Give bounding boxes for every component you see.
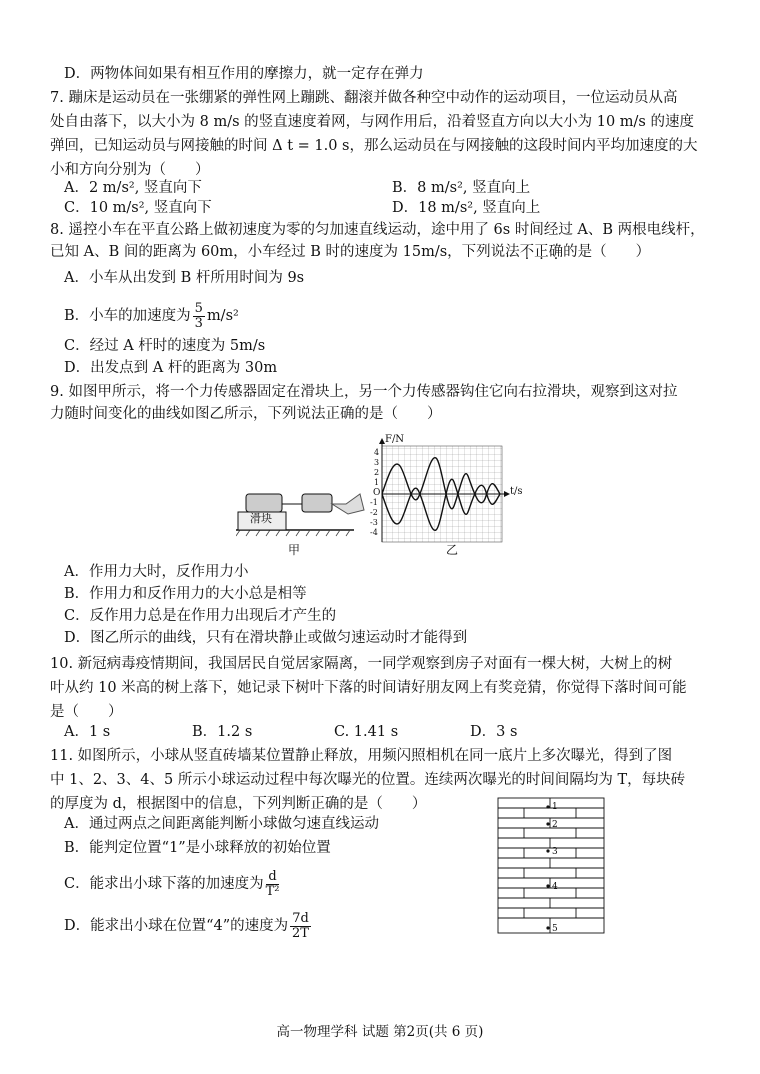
sensor-sled-figure bbox=[236, 480, 366, 540]
q7-option-c: C．10 m/s², 竖直向下 bbox=[64, 200, 212, 216]
y-tick-2: 2 bbox=[374, 468, 380, 477]
q8-frac-num: 5 bbox=[194, 300, 203, 316]
y-tick-1: 1 bbox=[374, 478, 380, 487]
q6-option-d: D．两物体间如果有相互作用的摩擦力，就一定存在弹力 bbox=[64, 66, 424, 82]
q11-option-c-text: C．能求出小球下落的加速度为 bbox=[64, 876, 264, 892]
q7-option-b: B．8 m/s², 竖直向上 bbox=[392, 180, 531, 196]
figure-yi-label: 乙 bbox=[446, 543, 459, 557]
q10-stem-line1: 10. 新冠病毒疫情期间，我国居民自觉居家隔离，一同学观察到房子对面有一棵大树，大树上的树 bbox=[50, 656, 673, 672]
q8-stem-line2 bbox=[50, 242, 650, 262]
q11-stem-line1: 11. 如图所示，小球从竖直砖墙某位置静止释放，用频闪照相机在同一底片上多次曝光，得到了图 bbox=[50, 748, 673, 764]
q11-c-den: T² bbox=[265, 883, 280, 899]
q7-option-d: D．18 m/s², 竖直向上 bbox=[392, 200, 541, 216]
q10-option-c: C. 1.41 s bbox=[334, 724, 399, 740]
q7-stem-line1: 7. 蹦床是运动员在一张绷紧的弹性网上蹦跳、翻滚并做各种空中动作的运动项目，一位运动员从高 bbox=[50, 90, 678, 106]
emphasis-char: 不 bbox=[519, 244, 535, 260]
y-tick-neg3: -3 bbox=[370, 518, 378, 527]
ball-position-5: 5 bbox=[552, 924, 558, 934]
q11-stem-line2: 中 1、2、3、4、5 所示小球运动过程中每次曝光的位置。连续两次曝光的时间间隔均为 T，每块砖 bbox=[50, 772, 686, 788]
q8-option-b-unit: m/s² bbox=[206, 308, 239, 324]
q8-fraction bbox=[193, 302, 205, 331]
q8-frac-den: 3 bbox=[194, 315, 203, 331]
emphasis-char: 确 bbox=[548, 244, 564, 260]
q11-c-fraction bbox=[266, 870, 280, 899]
force-time-graph bbox=[368, 436, 528, 544]
q8-option-a: A．小车从出发到 B 杆所用时间为 9s bbox=[64, 270, 305, 286]
q9-option-b: B．作用力和反作用力的大小总是相等 bbox=[64, 586, 307, 602]
ball-position-1: 1 bbox=[552, 802, 558, 812]
q11-option-c bbox=[64, 864, 281, 904]
q8-stem-line1: 8. 遥控小车在平直公路上做初速度为零的匀加速直线运动，途中用了 6s 时间经过 A、B 两根电线杆， bbox=[50, 222, 705, 238]
q10-option-a: A．1 s bbox=[64, 724, 111, 740]
y-tick-neg4: -4 bbox=[370, 528, 378, 537]
ball-position-3: 3 bbox=[552, 847, 558, 857]
q10-stem-line3: 是（ ） bbox=[50, 704, 123, 720]
q7-stem-line2: 处自由落下，以大小为 8 m/s 的竖直速度着网，与网作用后，沿着竖直方向以大小为 10 m/s 的速度 bbox=[50, 114, 694, 130]
ball-position-2: 2 bbox=[552, 820, 558, 830]
x-axis-label: t/s bbox=[510, 486, 523, 497]
page-footer: 高一物理学科 试题 第2页(共 6 页) bbox=[276, 1024, 484, 1040]
brick-wall-figure bbox=[494, 796, 610, 936]
y-tick-3: 3 bbox=[374, 458, 380, 467]
q11-d-fraction bbox=[290, 912, 311, 941]
q11-option-d-text: D．能求出小球在位置“4”的速度为 bbox=[64, 918, 289, 934]
q7-stem-line4: 小和方向分别为（ ） bbox=[50, 162, 210, 178]
q10-option-d: D．3 s bbox=[470, 724, 518, 740]
q8-option-b-text: B．小车的加速度为 bbox=[64, 308, 191, 324]
q8-stem-line2-a: 已知 A、B 间的距离为 60m，小车经过 B 时的速度为 15m/s，下列说法 bbox=[50, 244, 520, 260]
q11-d-num: 7d bbox=[292, 910, 309, 926]
y-axis-label: F/N bbox=[385, 434, 405, 445]
q10-option-b: B．1.2 s bbox=[192, 724, 253, 740]
q9-stem-line2: 力随时间变化的曲线如图乙所示，下列说法正确的是（ ） bbox=[50, 406, 442, 422]
q11-option-b: B．能判定位置“1”是小球释放的初始位置 bbox=[64, 840, 331, 856]
y-tick-neg2: -2 bbox=[370, 508, 378, 517]
q11-option-a: A．通过两点之间距离能判断小球做匀速直线运动 bbox=[64, 816, 379, 832]
q8-option-d: D．出发点到 A 杆的距离为 30m bbox=[64, 360, 278, 376]
q11-d-den: 2T bbox=[292, 925, 309, 941]
emphasis-char: 正 bbox=[534, 244, 549, 260]
q11-c-num: d bbox=[266, 870, 280, 885]
ball-position-4: 4 bbox=[552, 882, 558, 892]
q9-option-c: C．反作用力总是在作用力出现后才产生的 bbox=[64, 608, 337, 624]
q7-option-a: A．2 m/s², 竖直向下 bbox=[64, 180, 202, 196]
q10-stem-line2: 叶从约 10 米高的树上落下，她记录下树叶下落的时间请好朋友网上有奖竞猜，你觉得下落时间可能 bbox=[50, 680, 687, 696]
q9-option-d: D．图乙所示的曲线，只有在滑块静止或做匀速运动时才能得到 bbox=[64, 630, 468, 646]
q8-option-c: C．经过 A 杆时的速度为 5m/s bbox=[64, 338, 266, 354]
y-tick-neg1: -1 bbox=[370, 498, 378, 507]
origin-label: O bbox=[373, 488, 381, 498]
y-tick-4: 4 bbox=[374, 448, 380, 457]
q8-option-b bbox=[64, 296, 239, 336]
q8-emphasis-not-correct bbox=[520, 244, 564, 260]
q11-stem-line3: 的厚度为 d，根据图中的信息，下列判断正确的是（ ） bbox=[50, 796, 427, 812]
q9-option-a: A．作用力大时，反作用力小 bbox=[64, 564, 249, 580]
q7-stem-line3: 弹回，已知运动员与网接触的时间 Δ t = 1.0 s，那么运动员在与网接触的这段时间内平均加速度的大 bbox=[50, 138, 698, 154]
figure-jia-label: 甲 bbox=[288, 543, 301, 557]
block-label: 滑块 bbox=[250, 512, 272, 525]
q11-option-d bbox=[64, 906, 313, 946]
q8-stem-line2-c: 的是（ ） bbox=[563, 244, 651, 260]
q9-stem-line1: 9. 如图甲所示，将一个力传感器固定在滑块上，另一个力传感器钩住它向右拉滑块，观察到这对拉 bbox=[50, 384, 678, 400]
